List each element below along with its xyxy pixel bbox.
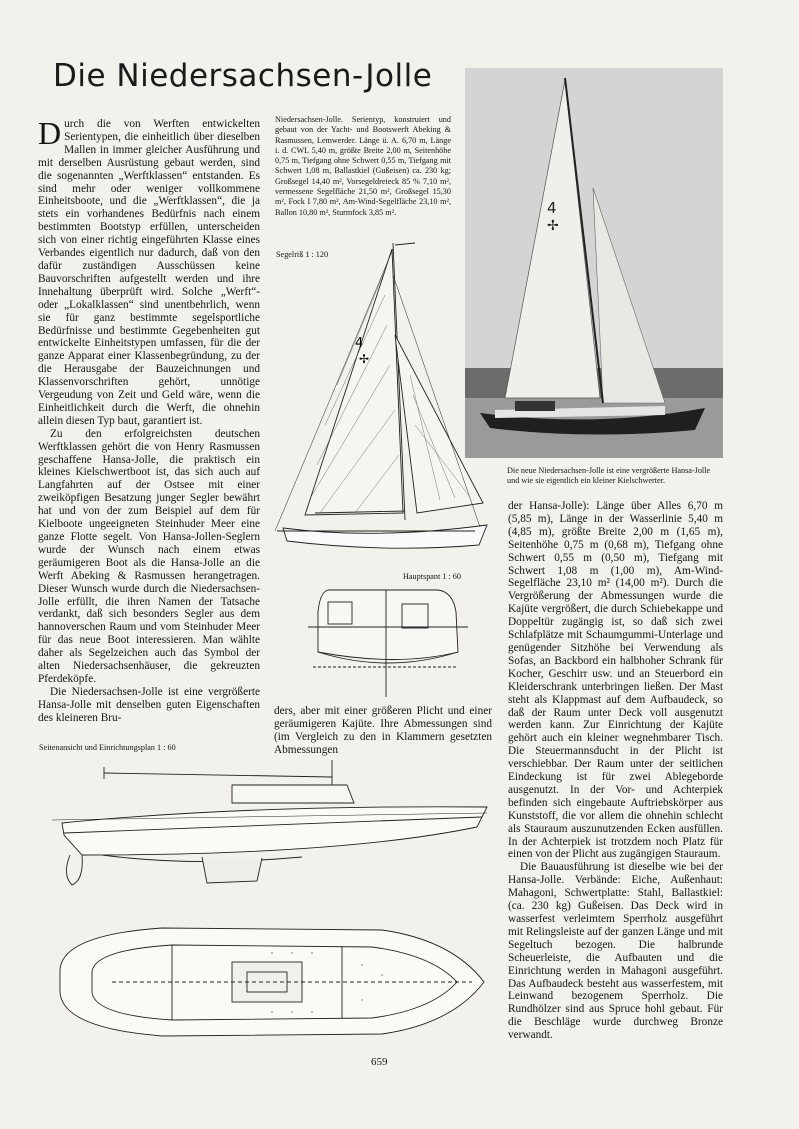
col1-para2: Zu den erfolgreichsten deutschen Werftklassen gehört die von Henry Rasmussen geschaffene Hansa-Jolle, die praktisch ein kleines Kielschwertboot ist, das sich auch auf Langfahrten auf der Ostsee mit einer zweiköpfigen Besatzung junger Segler bewährt hat und von der zum Beispiel auf dem für Kielboote ungeeigneten Steinhuder Meer eine ganze Flotte segelt. Von Hansa-Jollen-Seglern wurde der Wunsch nach einem etwas geräumigeren Boot als die Hansa-Jolle an die Werft Abeking & Rasmussen herangetragen. Dieser Wunsch wurde durch die Niedersachsen-Jolle erfüllt, die ihren Namen der Tatsache verdankt, daß sich besonders Segler aus dem hannoverschen Raum und vom Steinhuder Meer für das neue Boot interessieren. Man wählte daher als Segelzeichen auch das Symbol der alten Niedersachsenhäuser, die gekreuzten Pferdeköpfe. <box>38 427 260 685</box>
col3-para2: Die Bauausführung ist dieselbe wie bei der Hansa-Jolle. Verbände: Eiche, Außenhaut: Mahagoni, Schwertplatte: Stahl, Ballastkiel: (ca. 230 kg) Gußeisen. Das Deck wird in wasserfest verleimtem Sperrholz ausgeführt mit Relingsleiste auf der ganzen Länge und mit Segeltuch bezogen. Die halbrunde Scheuerleiste, die Aufbauten und die Einrichtung werden in Mahagoni ausgeführt. Das Aufbaudeck besteht aus wasserfestem, mit Leinwand bezogenem Sperrholz. Die Rundhölzer sind aus Spruce hohl gebaut. Für die Beschläge wurde durchweg Bronze verwandt. <box>508 861 723 1042</box>
sail-number-plan: 4 <box>355 336 364 351</box>
col3-para1: der Hansa-Jolle): Länge über Alles 6,70 m (5,85 m), Länge in der Wasserlinie 5,40 m (4,85 m), größte Breite 2,00 m (1,65 m), Seitenhöhe 0,75 m (0,68 m), Tiefgang ohne Schwert 0,55 m (0,50 m), Tiefgang mit Schwert 1,08 m (1,00 m), Am-Wind-Segelfläche 23,10 m² (14,00 m²). Durch die Vergrößerung der Abmessungen wurde die Kajüte vergrößert, die durch Schiebekappe und Doppeltür zugängig ist, so daß sich zwei Schlafplätze mit Schaumgummi-Unterlage und genügender Sitzhöhe bei Verwendung als Sofas, an Backbord ein halbhoher Schrank für Kocher, Geschirr usw. und an Steuerbord ein Kleiderschrank unterbringen ließen. Der Mast steht als Klappmast auf dem Aufbaudeck, so daß der Raum unter Deck voll ausgenutzt werden kann. Zur Einrichtung der Kajüte gehört auch ein kleiner wegnehmbarer Tisch. Die Steuermannsducht in der Plicht ist verschiebbar. Der Raum unter der seitlichen Eindeckung ist für zwei Ablegeborde ausgenutzt. In der Vor- und Achterpiek befinden sich eingebaute Auftriebskörper aus Kunststoff, die vor allem die ohnehin schlecht als Stauraum auszunutzenden Ecken ausfüllen. In der Achterpiek ist trotzdem noch Platz für einen von der Plicht aus zugängigen Stauraum. <box>508 500 723 861</box>
side-view-caption: Seitenansicht und Einrichtungsplan 1 : 60 <box>39 743 176 752</box>
specs-block: Niedersachsen-Jolle. Serientyp, konstruiert und gebaut von der Yacht- und Bootswerft Abeking & Rasmussen, Lemwerder. Länge ü. A. 6,70 m, Länge i. d. CWL 5,40 m, größte Breite 2,00 m, Seitenhöhe 0,75 m, Tiefgang ohne Schwert 0,55 m, Tiefgang mit Schwert 1,08 m, Ballastkiel (Gußeisen) ca. 230 kg; Großsegel 14,40 m², Vorsegeldreieck 85 % 7,10 m², vermessene Segelfläche 21,50 m², Großsegel 15,30 m², Fock I 7,80 m², Am-Wind-Segelfläche 23,10 m², Ballon 10,80 m², Sturmfock 3,85 m². <box>275 115 451 217</box>
article-title: Die Niedersachsen-Jolle <box>53 58 433 94</box>
main-frame-caption: Hauptspant 1 : 60 <box>403 572 461 581</box>
svg-text:✢: ✢ <box>547 218 559 234</box>
col2-continuation: ders, aber mit einer größeren Plicht und einer geräumigeren Kajüte. Ihre Abmessungen sind (im Vergleich zu den in Klammern gesetzten Abmessungen <box>274 705 492 756</box>
column-1 <box>38 115 260 725</box>
column-3 <box>508 500 723 1042</box>
svg-text:✢: ✢ <box>359 352 370 366</box>
photo-caption: Die neue Niedersachsen-Jolle ist eine vergrößerte Hansa-Jolle und wie sie eigentlich ein kleiner Kielschwerter. <box>507 466 711 485</box>
col1-para3: Die Niedersachsen-Jolle ist eine vergrößerte Hansa-Jolle mit denselben guten Eigenschaften des kleineren Bru- <box>38 685 260 724</box>
page-number: 659 <box>371 1056 388 1068</box>
drop-cap: D <box>38 115 62 151</box>
sailboat-photo <box>465 68 723 458</box>
side-elevation-drawing <box>42 755 492 895</box>
deck-plan-drawing <box>52 920 492 1045</box>
sail-number-photo: 4 <box>547 199 557 217</box>
sail-plan-caption: Segelriß 1 : 120 <box>276 250 329 259</box>
main-frame-drawing <box>298 582 473 700</box>
col1-para1: urch die von Werften entwickelten Serientypen, die einheitlich über dieselben Mallen in immer gleicher Ausführung und mit derselben Ausrüstung gebaut werden, sind die sogenannten „Werftklassen“ entstanden. Es sind mehr oder weniger vollkommene Einheitsboote, und die „Werftklassen“, die ja stets ein vorhandenes Bedürfnis nach einem bestimmten Bootstyp erfüllen, unterscheiden sich von einer richtig eingeführten Klasse eines Verbandes eigentlich nur dadurch, daß von den dafür zuständigen Ausschüssen keine Bauvorschriften aufgestellt werden und ihre Innehaltung überprüft wird. Solche „Werft“- oder „Lokalklassen“ sind unentbehrlich, wenn sie für ganz bestimmte segelsportliche Bedürfnisse und bestimmte Gegebenheiten gut entwickelte Einheitstypen umfassen, für die der ganze Apparat einer Klassenbegründung, zu der die Herausgabe der Bauzeichnungen und Klassenvorschriften gehört, unnötige Vergeudung von Zeit und Geld wäre, wenn die Einheitlichkeit durch die Werft, die ohnehin allein diesen Typ baut, garantiert ist. <box>38 118 260 427</box>
sail-plan-drawing <box>265 235 490 560</box>
